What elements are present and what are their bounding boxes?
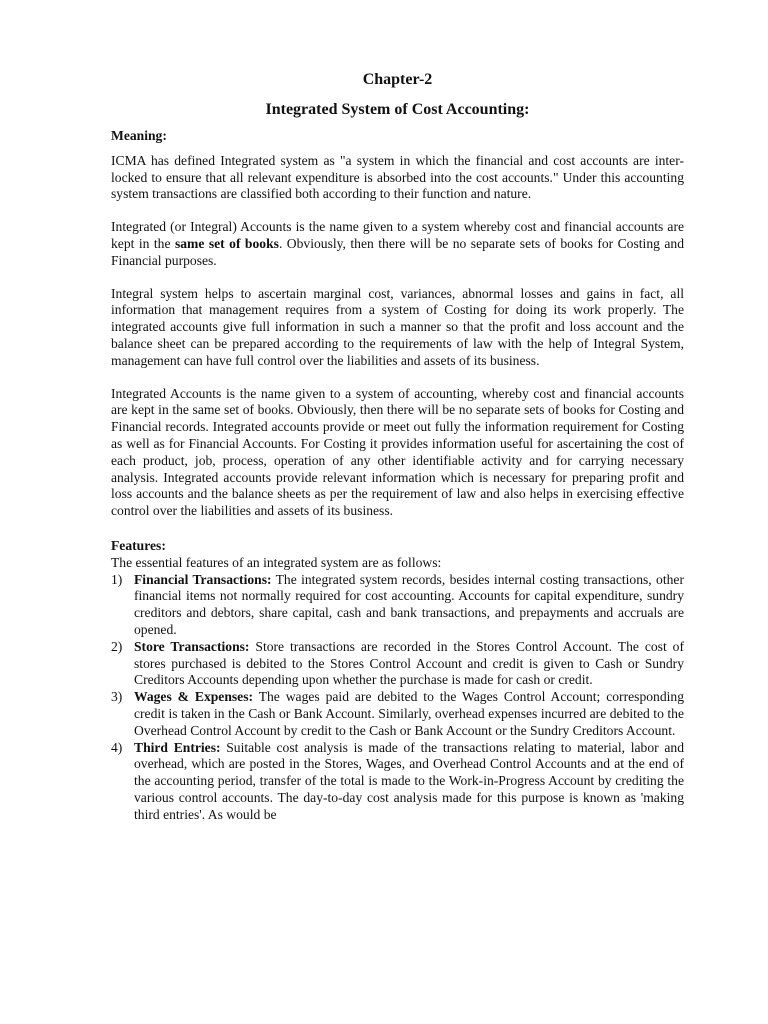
feature-item [111, 689, 684, 739]
features-heading: Features: [111, 537, 166, 553]
meaning-paragraph-2 [111, 219, 684, 269]
feature-text: Store transactions are recorded in the Stores Control Account. The cost of stores purchased is debited to the Stores Control Account and credit is given to Cash or Sundry Creditors Accounts depending upon whether the purchase is made for cash or credit. [134, 638, 684, 688]
meaning-paragraph-3: Integral system helps to ascertain marginal cost, variances, abnormal losses and gains in fact, all information that management requires from a system of Costing for doing its work properly. The integrated accounts give full information in such a manner so that the profit and loss account and the balance sheet can be prepared according to the requirements of law with the help of Integral System, management can have full control over the liabilities and assets of its business. [111, 285, 684, 368]
feature-number: 1) [111, 571, 123, 587]
feature-number: 4) [111, 739, 123, 755]
feature-number: 2) [111, 638, 123, 654]
features-intro: The essential features of an integrated system are as follows: [111, 554, 442, 570]
feature-text: The wages paid are debited to the Wages Control Account; corresponding credit is taken in the Cash or Bank Account. Similarly, overhead expenses incurred are debited to the Overhead Control Account by credit to the Cash or Bank Account or the Sundry Creditors Account. [134, 689, 684, 738]
feature-text: Suitable cost analysis is made of the transactions relating to material, labor and overhead, which are posted in the Stores, Wages, and Overhead Control Accounts and at the end of the accounting period, transfer of the total is made to the Work-in-Progress Account by crediting the various control accounts. The day-to-day cost analysis made for this purpose is known as 'making third entries'. As would be [134, 739, 684, 822]
meaning-heading: Meaning: [111, 128, 167, 143]
feature-label: Store Transactions: [134, 638, 250, 654]
feature-item [111, 740, 684, 824]
chapter-heading: Chapter-2 [362, 71, 433, 88]
meaning-paragraph-4: Integrated Accounts is the name given to a system of accounting, whereby cost and financial accounts are kept in the same set of books. Obviously, then there will be no separate sets of books for Costing and Financial records. Integrated accounts provide or meet out fully the information requirement for Costing as well as for Financial Accounts. For Costing it provides information useful for ascertaining the cost of each product, job, process, operation of any other identifiable activity and for carrying necessary analysis. Integrated accounts provide relevant information which is necessary for preparing profit and loss accounts and the balance sheets as per the requirement of law and also helps in exercising effective control over the liabilities and assets of its business. [111, 385, 684, 519]
page-title: Integrated System of Cost Accounting: [265, 101, 530, 118]
feature-number: 3) [111, 689, 123, 705]
feature-item [111, 639, 684, 689]
document-page [111, 70, 684, 823]
feature-item [111, 572, 684, 639]
feature-label: Financial Transactions: [134, 571, 272, 587]
feature-text: The integrated system records, besides internal costing transactions, other financial items not normally required for cost accounting. Accounts for capital expenditure, sundry creditors and debtors, share capital, cash and bank transactions, and prepayments and accruals are opened. [134, 571, 684, 637]
meaning-paragraph-1: ICMA has defined Integrated system as "a system in which the financial and cost accounts are inter-locked to ensure that all relevant expenditure is absorbed into the cost accounts." Under this accounting system transactions are classified both according to their function and nature. [111, 152, 684, 202]
p2-text-before: Integrated (or Integral) Accounts is the name given to a system whereby cost and financial accounts are kept in the [111, 219, 684, 251]
features-list [111, 572, 684, 824]
feature-label: Third Entries: [134, 739, 221, 755]
feature-label: Wages & Expenses: [134, 689, 254, 705]
p2-bold-text: same set of books [174, 235, 279, 251]
p2-text-after: . Obviously, then there will be no separate sets of books for Costing and Financial purposes. [111, 235, 684, 268]
